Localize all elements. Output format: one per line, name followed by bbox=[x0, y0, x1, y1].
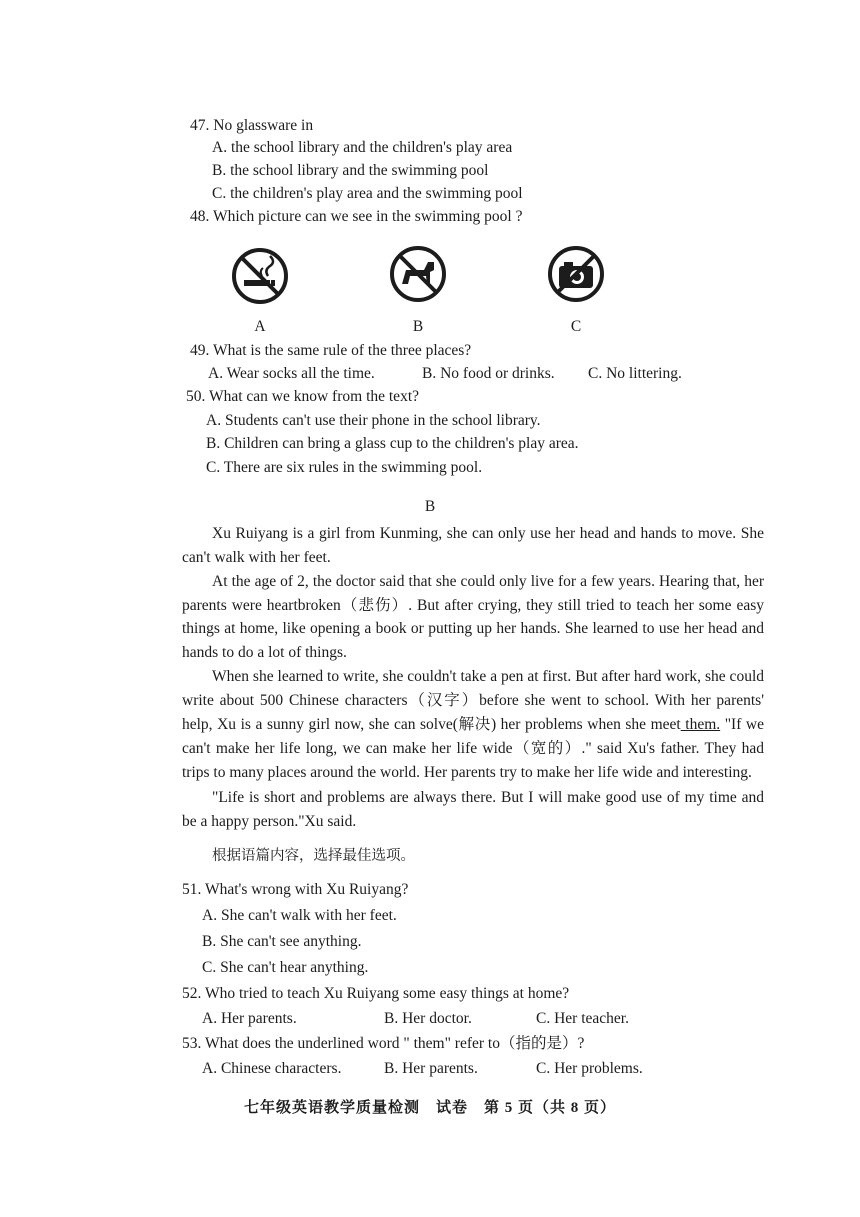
q49-option-c: C. No littering. bbox=[588, 365, 682, 382]
question-49: 49. What is the same rule of the three places? bbox=[190, 342, 472, 359]
q49-option-a: A. Wear socks all the time. bbox=[208, 365, 375, 382]
q47-option-a: A. the school library and the children's play area bbox=[212, 139, 513, 156]
passage-paragraph-2 bbox=[182, 570, 764, 664]
no-smoking-icon bbox=[230, 246, 290, 306]
underlined-word-them: them. bbox=[680, 716, 721, 733]
q47-option-c: C. the children's play area and the swimming pool bbox=[212, 185, 523, 202]
passage-paragraph-4 bbox=[182, 786, 764, 834]
q49-option-b: B. No food or drinks. bbox=[422, 365, 555, 382]
passage-paragraph-1 bbox=[182, 522, 764, 570]
question-51: 51. What's wrong with Xu Ruiyang? bbox=[182, 881, 409, 898]
q51-option-a: A. She can't walk with her feet. bbox=[202, 907, 397, 924]
q52-option-c: C. Her teacher. bbox=[536, 1010, 629, 1027]
sign-pictures bbox=[0, 240, 860, 340]
section-heading-b: B bbox=[424, 498, 436, 515]
question-47: 47. No glassware in bbox=[190, 117, 314, 134]
no-dogs-icon bbox=[388, 244, 448, 304]
paragraph-2-text: At the age of 2, the doctor said that she could only live for a few years. Hearing that, her parents were heartbroken（悲伤）. But after crying, they still tried to teach her some easy things at home, like opening a book or putting up her hands. She learned to use her head and hands to do a lot of things. bbox=[182, 573, 764, 661]
sign-label-c: C bbox=[570, 318, 582, 335]
paragraph-1-text: Xu Ruiyang is a girl from Kunming, she can only use her head and hands to move. She can't walk with her feet. bbox=[182, 525, 764, 566]
sign-label-a: A bbox=[254, 318, 266, 335]
q53-option-b: B. Her parents. bbox=[384, 1060, 478, 1077]
q52-option-a: A. Her parents. bbox=[202, 1010, 297, 1027]
passage-paragraph-3 bbox=[182, 665, 764, 785]
q50-option-c: C. There are six rules in the swimming pool. bbox=[206, 459, 483, 476]
q53-option-a: A. Chinese characters. bbox=[202, 1060, 342, 1077]
sign-label-b: B bbox=[412, 318, 424, 335]
paragraph-3-text-b: "If we can't make her life long, we can make her life wide（宽的）." said Xu's father. They had trips to many places around the world. Her parents try to make her life wide and interesting. bbox=[182, 716, 764, 781]
q51-option-c: C. She can't hear anything. bbox=[202, 959, 369, 976]
page-footer: 七年级英语教学质量检测 试卷 第 5 页（共 8 页） bbox=[243, 1100, 616, 1116]
instruction-text: 根据语篇内容，选择最佳选项。 bbox=[212, 848, 415, 864]
paragraph-3-text-a: When she learned to write, she couldn't take a pen at first. But after hard work, she could write about 500 Chinese characters（汉字）before she went to school. With her parents' help, Xu is a sunny girl now, she can solve(解决) her problems when she meet bbox=[182, 668, 764, 733]
question-53: 53. What does the underlined word " them" refer to（指的是）? bbox=[182, 1035, 585, 1052]
q52-option-b: B. Her doctor. bbox=[384, 1010, 472, 1027]
q50-option-b: B. Children can bring a glass cup to the children's play area. bbox=[206, 435, 579, 452]
question-48: 48. Which picture can we see in the swimming pool ? bbox=[190, 208, 523, 225]
question-52: 52. Who tried to teach Xu Ruiyang some easy things at home? bbox=[182, 985, 570, 1002]
paragraph-4-text: "Life is short and problems are always there. But I will make good use of my time and be a happy person."Xu said. bbox=[182, 789, 764, 830]
q51-option-b: B. She can't see anything. bbox=[202, 933, 362, 950]
q53-option-c: C. Her problems. bbox=[536, 1060, 643, 1077]
question-50: 50. What can we know from the text? bbox=[186, 388, 419, 405]
no-camera-icon bbox=[546, 244, 606, 304]
q50-option-a: A. Students can't use their phone in the school library. bbox=[206, 412, 541, 429]
q47-option-b: B. the school library and the swimming pool bbox=[212, 162, 489, 179]
